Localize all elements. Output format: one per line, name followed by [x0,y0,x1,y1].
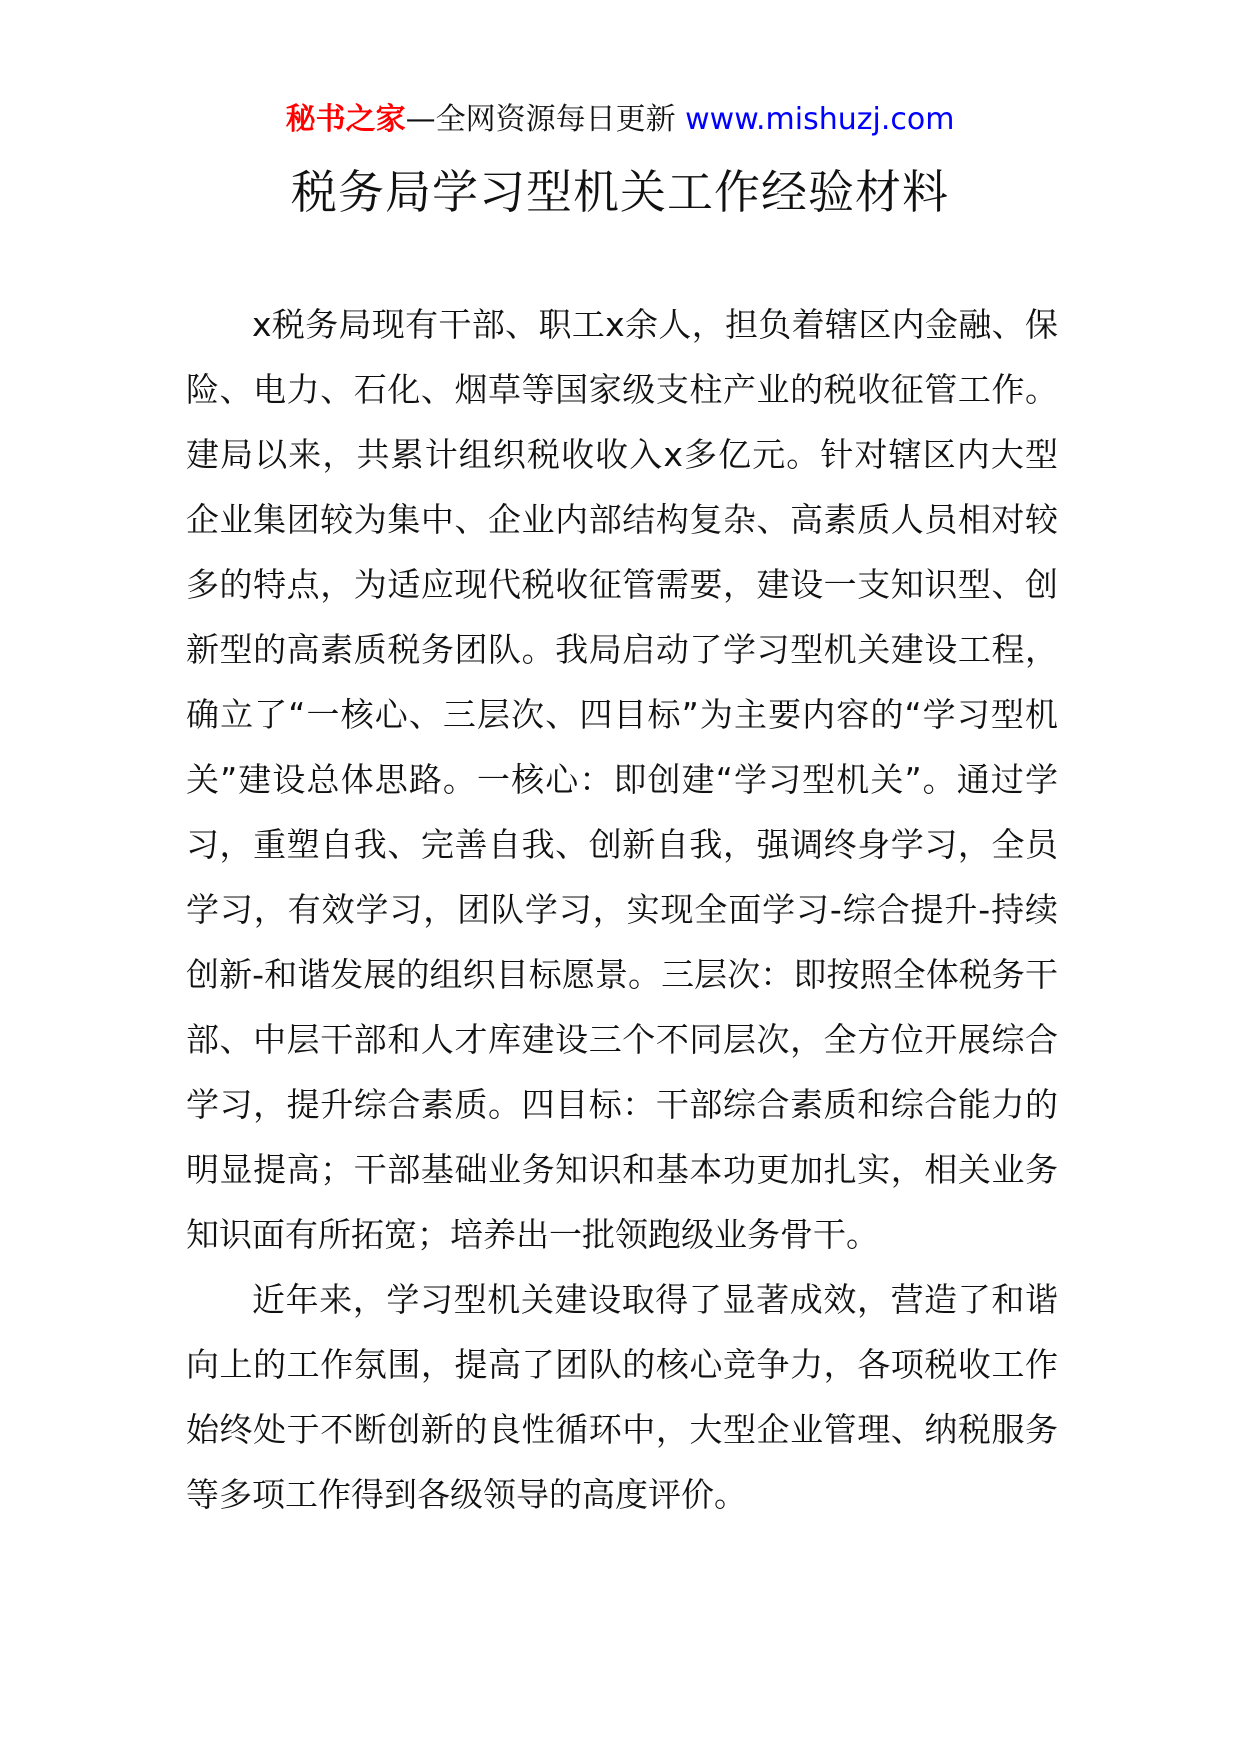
site-slogan: —全网资源每日更新 [405,102,686,137]
body-paragraph: 近年来，学习型机关建设取得了显著成效，营造了和谐向上的工作氛围，提高了团队的核心竞争力，各项税收工作始终处于不断创新的良性循环中，大型企业管理、纳税服务等多项工作得到各级领导的高度评价。 [186,1280,1058,1514]
site-url-link[interactable]: www.mishuzj.com [685,102,955,137]
site-brand: 秘书之家 [285,102,406,137]
document-body [186,292,1058,1527]
document-title: 税务局学习型机关工作经验材料 [291,165,949,219]
body-paragraph: x税务局现有干部、职工x余人，担负着辖区内金融、保险、电力、石化、烟草等国家级支柱产业的税收征管工作。建局以来，共累计组织税收收入x多亿元。针对辖区内大型企业集团较为集中、企业内部结构复杂、高素质人员相对较多的特点，为适应现代税收征管需要，建设一支知识型、创新型的高素质税务团队。我局启动了学习型机关建设工程，确立了“一核心、三层次、四目标”为主要内容的“学习型机关”建设总体思路。一核心：即创建“学习型机关”。通过学习，重塑自我、完善自我、创新自我，强调终身学习，全员学习，有效学习，团队学习，实现全面学习-综合提升-持续创新-和谐发展的组织目标愿景。三层次：即按照全体税务干部、中层干部和人才库建设三个不同层次，全方位开展综合学习，提升综合素质。四目标：干部综合素质和综合能力的明显提高；干部基础业务知识和基本功更加扎实，相关业务知识面有所拓宽；培养出一批领跑级业务骨干。 [186,305,1058,1254]
site-header [0,100,1240,140]
